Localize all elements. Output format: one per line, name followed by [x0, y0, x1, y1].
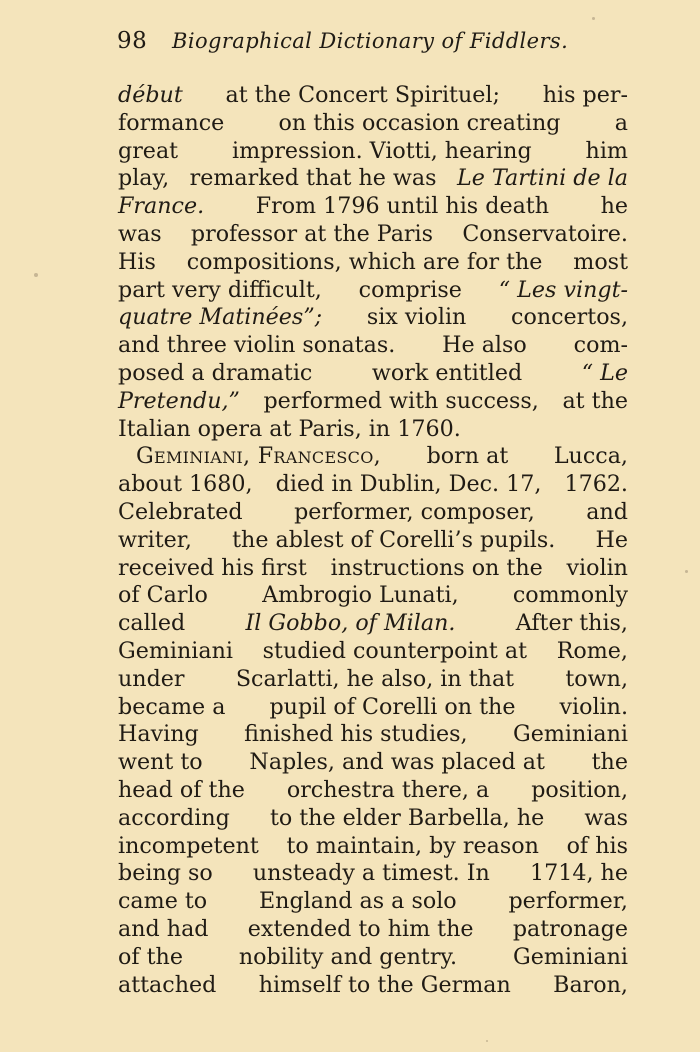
line-14-middle: born at — [426, 443, 509, 470]
text-line-25 — [118, 749, 628, 777]
line-20-middle: Il Gobbo, of Milan. — [245, 610, 456, 637]
line-9-right: concertos, — [511, 304, 628, 331]
line-24-left: Having — [118, 721, 199, 748]
paper-speck — [685, 570, 688, 573]
line-22-middle: Scarlatti, he also, in that — [235, 665, 515, 692]
line-8-left: part very difficult, — [118, 276, 322, 303]
line-1-right: his per- — [542, 82, 628, 108]
line-21-right: Rome, — [556, 637, 628, 664]
line-25-right: the — [591, 749, 628, 776]
line-30-left: came to — [118, 888, 208, 915]
paper-speck — [486, 1040, 488, 1042]
line-30-right: performer, — [508, 888, 628, 915]
line-12-middle: performed with success, — [263, 387, 539, 414]
line-24-middle: finished his studies, — [244, 721, 468, 748]
page-number: 98 — [117, 28, 148, 54]
line-2-left: formance — [118, 109, 225, 136]
line-17-left: writer, — [118, 526, 192, 553]
line-19-left: of Carlo — [118, 582, 208, 609]
line-23-middle: pupil of Corelli on the — [269, 693, 516, 720]
line-21-left: Geminiani — [118, 637, 233, 664]
line-4-middle: remarked that he was — [189, 165, 437, 192]
line-1-left: début — [118, 82, 183, 108]
text-line-15 — [118, 471, 628, 499]
text-line-31 — [118, 916, 628, 944]
line-23-right: violin. — [559, 693, 628, 720]
line-18-left: received his first — [118, 554, 307, 581]
line-14-left: Geminiani, Francesco, — [136, 443, 381, 470]
text-line-28 — [118, 833, 628, 861]
line-19-middle: Ambrogio Lunati, — [262, 582, 459, 609]
text-line-26 — [118, 777, 628, 805]
text-line-29 — [118, 860, 628, 888]
line-29-left: being so — [118, 860, 213, 887]
line-20-left: called — [118, 610, 186, 637]
line-33-middle: himself to the German — [258, 971, 511, 998]
text-line-4 — [118, 165, 628, 193]
line-31-middle: extended to him the — [247, 915, 474, 942]
text-line-9 — [118, 304, 628, 332]
line-5-right: he — [600, 193, 628, 220]
line-13-left: Italian opera at Paris, in 1760. — [118, 415, 461, 442]
line-30-middle: England as a solo — [258, 888, 457, 915]
running-head: Biographical Dictionary of Fiddlers. — [172, 29, 569, 53]
line-18-right: violin — [566, 554, 628, 581]
line-33-left: attached — [118, 971, 217, 998]
text-line-19 — [118, 582, 628, 610]
line-33-right: Baron, — [553, 971, 628, 998]
text-line-16 — [118, 499, 628, 527]
text-line-30 — [118, 888, 628, 916]
line-2-middle: on this occasion creating — [278, 109, 561, 136]
line-3-left: great — [118, 137, 179, 164]
line-32-middle: nobility and gentry. — [238, 943, 458, 970]
line-11-right: “ Le — [581, 359, 628, 386]
line-6-right: Conservatoire. — [462, 220, 628, 247]
line-12-right: at the — [562, 387, 628, 414]
line-21-middle: studied counterpoint at — [262, 637, 528, 664]
line-12-left: Pretendu,” — [118, 387, 240, 414]
text-line-20 — [118, 610, 628, 638]
line-4-right: Le Tartini de la — [456, 165, 628, 192]
line-17-middle: the ablest of Corelli’s pupils. — [232, 526, 556, 553]
line-15-left: about 1680, — [118, 471, 253, 498]
line-25-middle: Naples, and was placed at — [249, 749, 545, 776]
text-line-10 — [118, 332, 628, 360]
line-7-left: His — [118, 248, 156, 275]
text-line-32 — [118, 944, 628, 972]
line-2-right: a — [614, 109, 628, 136]
text-line-5 — [118, 193, 628, 221]
text-line-7 — [118, 249, 628, 277]
text-line-11 — [118, 360, 628, 388]
text-line-6 — [118, 221, 628, 249]
text-line-23 — [118, 694, 628, 722]
text-line-33 — [118, 972, 628, 1000]
page-header — [117, 28, 587, 62]
line-26-right: position, — [531, 776, 628, 803]
line-23-left: became a — [118, 693, 226, 720]
line-29-right: 1714, he — [529, 860, 628, 887]
text-line-1 — [118, 82, 628, 110]
line-27-middle: to the elder Barbella, he — [269, 804, 545, 831]
line-19-right: commonly — [512, 582, 628, 609]
line-31-right: patronage — [512, 915, 628, 942]
line-22-left: under — [118, 665, 185, 692]
line-15-right: 1762. — [564, 471, 628, 498]
line-16-left: Celebrated — [118, 498, 243, 525]
text-line-13 — [118, 416, 628, 444]
text-line-12 — [118, 388, 628, 416]
line-10-middle: He also — [442, 332, 527, 359]
text-line-22 — [118, 666, 628, 694]
line-25-left: went to — [118, 749, 203, 776]
line-26-middle: orchestra there, a — [286, 776, 490, 803]
line-11-middle: work entitled — [371, 359, 523, 386]
line-10-right: com- — [573, 332, 628, 359]
line-4-left: play, — [118, 165, 170, 192]
paper-speck — [34, 273, 38, 277]
line-10-left: and three violin sonatas. — [118, 332, 396, 359]
line-22-right: town, — [565, 665, 628, 692]
line-29-middle: unsteady a timest. In — [252, 860, 490, 887]
line-26-left: head of the — [118, 776, 245, 803]
line-6-middle: professor at the Paris — [190, 220, 434, 247]
line-5-middle: From 1796 until his death — [255, 193, 550, 220]
text-line-24 — [118, 721, 628, 749]
text-line-2 — [118, 110, 628, 138]
line-24-right: Geminiani — [513, 721, 628, 748]
line-28-right: of his — [566, 832, 628, 859]
line-15-middle: died in Dublin, Dec. 17, — [275, 471, 542, 498]
line-27-right: was — [584, 804, 628, 831]
line-31-left: and had — [118, 915, 209, 942]
line-8-right: “ Les vingt- — [498, 276, 628, 303]
text-line-3 — [118, 138, 628, 166]
line-1-middle: at the Concert Spirituel; — [225, 82, 500, 108]
line-20-right: After this, — [515, 610, 628, 637]
line-7-middle: compositions, which are for the — [186, 248, 543, 275]
line-16-right: and — [586, 498, 628, 525]
line-32-right: Geminiani — [512, 943, 628, 970]
text-line-14 — [118, 443, 628, 471]
line-6-left: was — [118, 220, 162, 247]
line-3-middle: impression. Viotti, hearing — [231, 137, 532, 164]
text-line-8 — [118, 277, 628, 305]
line-14-right: Lucca, — [553, 443, 628, 470]
text-line-17 — [118, 527, 628, 555]
line-27-left: according — [118, 804, 230, 831]
line-9-left: quatre Matinées”; — [118, 304, 323, 331]
line-17-right: He — [595, 526, 628, 553]
line-7-right: most — [573, 248, 628, 275]
line-28-middle: to maintain, by reason — [286, 832, 539, 859]
line-9-middle: six violin — [366, 304, 467, 331]
text-line-27 — [118, 805, 628, 833]
line-18-middle: instructions on the — [330, 554, 543, 581]
line-16-middle: performer, composer, — [294, 498, 535, 525]
text-line-21 — [118, 638, 628, 666]
line-32-left: of the — [118, 943, 183, 970]
line-3-right: him — [585, 137, 628, 164]
text-line-18 — [118, 555, 628, 583]
line-8-middle: comprise — [358, 276, 462, 303]
line-5-left: France. — [118, 193, 205, 220]
paper-speck — [592, 17, 595, 20]
line-11-left: posed a dramatic — [118, 359, 313, 386]
line-28-left: incompetent — [118, 832, 259, 859]
body-text — [118, 82, 628, 999]
